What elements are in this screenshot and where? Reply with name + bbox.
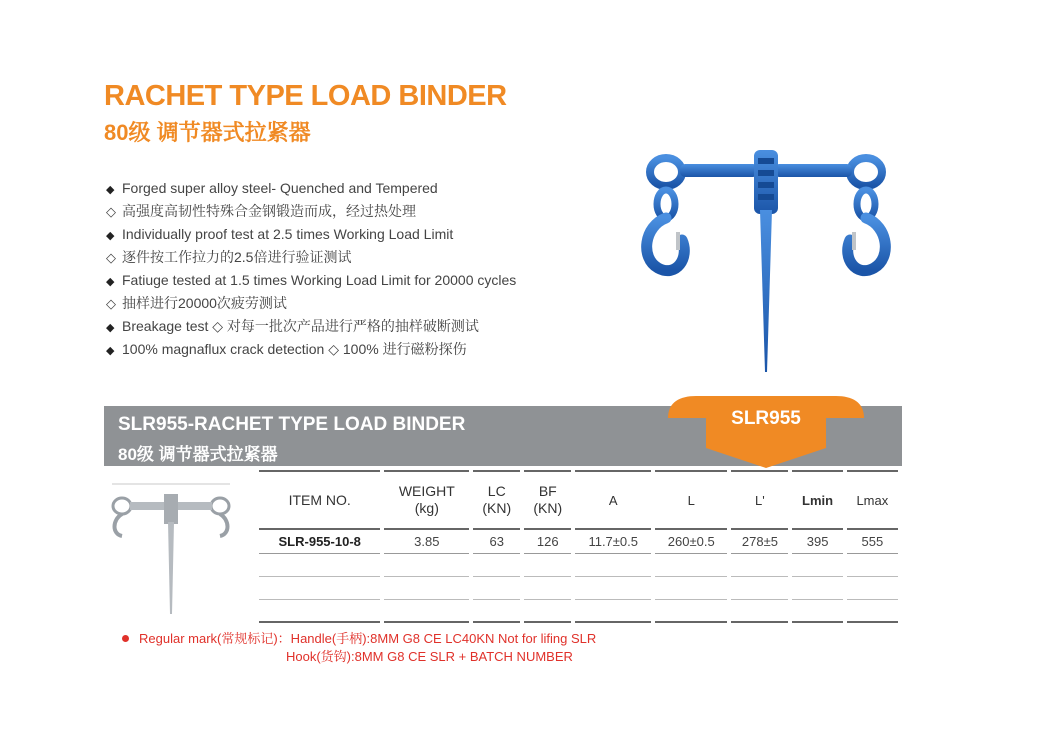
section-title: SLR955-RACHET TYPE LOAD BINDER xyxy=(118,414,466,435)
regular-mark-note xyxy=(122,628,596,647)
spec-table xyxy=(255,470,902,623)
feature-item xyxy=(106,201,516,224)
feature-text: 逐件按工作拉力的2.5倍进行验证测试 xyxy=(122,249,352,265)
cell-l: 260±0.5 xyxy=(653,529,729,553)
feature-text: 100% magnaflux crack detection ◇ 100% 进行磁粉探伤 xyxy=(122,341,467,357)
solid-diamond-bullet: ◆ xyxy=(106,345,115,357)
load-binder-thumbnail xyxy=(108,476,234,618)
feature-text: Breakage test ◇ 对每一批次产品进行严格的抽样破断测试 xyxy=(122,318,479,334)
feature-text: Individually proof test at 2.5 times Working Load Limit xyxy=(122,226,454,242)
cell-bf: 126 xyxy=(522,529,573,553)
solid-diamond-bullet: ◆ xyxy=(106,184,115,196)
col-lmax: Lmax xyxy=(845,471,900,529)
hollow-diamond-bullet: ◇ xyxy=(106,204,116,219)
col-l-prime: L' xyxy=(729,471,790,529)
cell-a: 11.7±0.5 xyxy=(573,529,653,553)
feature-item xyxy=(106,178,516,201)
feature-item xyxy=(106,270,516,293)
cell-lc: 63 xyxy=(471,529,522,553)
feature-list xyxy=(106,178,516,362)
col-bf: BF (KN) xyxy=(522,471,573,529)
solid-diamond-bullet: ◆ xyxy=(106,322,115,334)
page-title-chinese: 80级 调节器式拉紧器 xyxy=(104,120,311,145)
feature-text: 抽样进行20000次疲劳测试 xyxy=(122,295,287,311)
note-line-1: Regular mark(常规标记)：Handle(手柄):8MM G8 CE LC40KN Not for lifing SLR xyxy=(139,631,597,646)
feature-item xyxy=(106,293,516,316)
note-line-2: Hook(货钩):8MM G8 CE SLR + BATCH NUMBER xyxy=(286,649,573,664)
cell-lmax: 555 xyxy=(845,529,900,553)
feature-item xyxy=(106,339,516,362)
col-weight: WEIGHT (kg) xyxy=(382,471,471,529)
feature-item xyxy=(106,247,516,270)
col-lmin: Lmin xyxy=(790,471,844,529)
feature-text: Forged super alloy steel- Quenched and Tempered xyxy=(122,180,438,196)
page-title: RACHET TYPE LOAD BINDER xyxy=(104,80,507,112)
table-row xyxy=(257,529,900,553)
table-row-empty xyxy=(257,553,900,576)
col-item-no: ITEM NO. xyxy=(257,471,382,529)
hollow-diamond-bullet: ◇ xyxy=(106,296,116,311)
solid-diamond-bullet: ◆ xyxy=(106,276,115,288)
col-l: L xyxy=(653,471,729,529)
model-tab-label: SLR955 xyxy=(731,408,801,429)
cell-l-prime: 278±5 xyxy=(729,529,790,553)
col-a: A xyxy=(573,471,653,529)
feature-item xyxy=(106,224,516,247)
hollow-diamond-bullet: ◇ xyxy=(106,250,116,265)
table-header-row xyxy=(257,471,900,529)
load-binder-product-image xyxy=(636,140,896,380)
cell-weight: 3.85 xyxy=(382,529,471,553)
solid-diamond-bullet: ◆ xyxy=(106,230,115,242)
cell-item-no: SLR-955-10-8 xyxy=(257,529,382,553)
col-lc: LC (KN) xyxy=(471,471,522,529)
section-title-chinese: 80级 调节器式拉紧器 xyxy=(118,445,278,464)
table-row-empty xyxy=(257,599,900,622)
red-dot-icon xyxy=(122,635,129,642)
table-row-empty xyxy=(257,576,900,599)
cell-lmin: 395 xyxy=(790,529,844,553)
feature-item xyxy=(106,316,516,339)
feature-text: Fatiuge tested at 1.5 times Working Load Limit for 20000 cycles xyxy=(122,272,517,288)
feature-text: 高强度高韧性特殊合金钢锻造而成，经过热处理 xyxy=(122,203,416,219)
